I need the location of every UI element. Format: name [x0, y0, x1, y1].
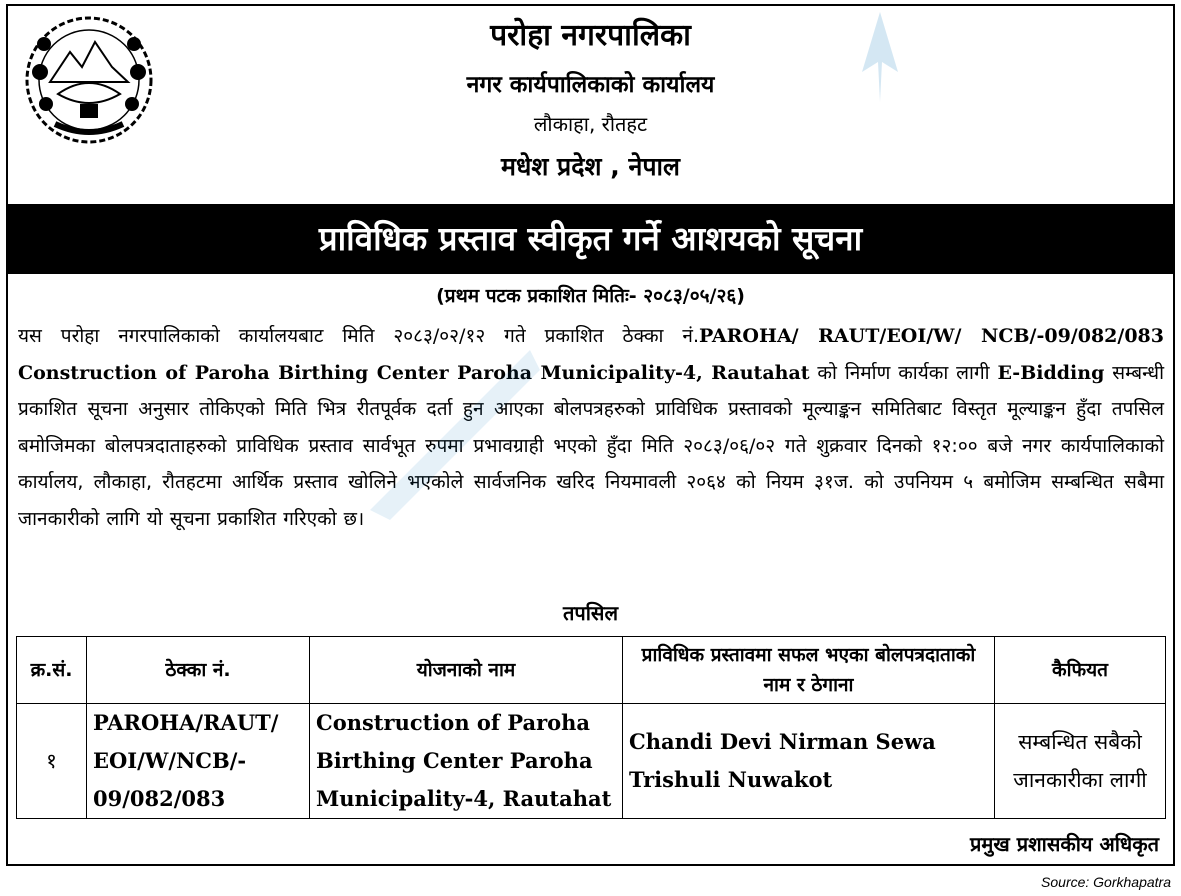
org-name: परोहा नगरपालिका [490, 18, 691, 53]
table-header-row [17, 637, 1166, 704]
body-text-part3: सम्बन्धी प्रकाशित सूचना अनुसार तोकिएको मिति भित्र रीतपूर्वक दर्ता हुन आएका बोलपत्रहरुको प्राविधिक प्रस्तावको मूल्याङ्कन समितिबाट विस्तृत मूल्याङ्कन हुँदा तपसिल बमोजिमका बोलपत्रदाताहरुको प्राविधिक प्रस्ताव सार्वभूत रुपमा प्रभावग्राही भएको हुँदा मिति २०८३/०६/०२ गते शुक्रवार दिनको १२:०० बजे नगर कार्यपालिकाको कार्यालय, लौकाहा, रौतहटमा आर्थिक प्रस्ताव खोलिने भएकोले सार्वजनिक खरिद नियमावली २०६४ को नियम ३१ज. को उपनियम ५ बमोजिम सम्बन्धित सबैमा जानकारीको लागि यो सूचना प्रकाशित गरिएको छ। [18, 361, 1164, 530]
table-title: तपसिल [562, 601, 619, 625]
source-credit: Source: Gorkhapatra [1041, 874, 1171, 890]
notice-title-banner: प्राविधिक प्रस्ताव स्वीकृत गर्ने आशयको सूचना [6, 204, 1175, 274]
watermark-arrow-icon [860, 12, 900, 102]
first-published-date: (प्रथम पटक प्रकाशित मितिः- २०८३/०५/२६) [436, 285, 745, 307]
org-province: मधेश प्रदेश , नेपाल [501, 152, 680, 181]
cell-contract-no: PAROHA/RAUT/ EOI/W/NCB/- 09/082/083 [87, 704, 310, 819]
cell-remarks: सम्बन्धित सबैको जानकारीका लागी [995, 704, 1166, 819]
e-bidding-term: E-Bidding [997, 361, 1105, 384]
watermark-logo-icon [330, 330, 610, 530]
header-remarks: कैफियत [995, 637, 1166, 704]
header-serial: क्र.सं. [17, 637, 87, 704]
cell-serial: १ [17, 704, 87, 819]
header-project-name: योजनाको नाम [310, 637, 623, 704]
table-row [17, 704, 1166, 819]
body-text-part2: को निर्माण कार्यका लागी [809, 361, 998, 384]
contract-reference: PAROHA/ RAUT/EOI/W/ NCB/-09/082/083 Construction of Paroha Birthing Center Paroha Municipality-4, Rautahat [18, 325, 1164, 384]
org-office: नगर कार्यपालिकाको कार्यालय [466, 72, 715, 98]
org-address: लौकाहा, रौतहट [533, 112, 648, 136]
cell-bidder: Chandi Devi Nirman Sewa Trishuli Nuwakot [623, 704, 995, 819]
header-contract-no: ठेक्का नं. [87, 637, 310, 704]
bidders-table [16, 636, 1166, 819]
body-text-part1: यस परोहा नगरपालिकाको कार्यालयबाट मिति २०८३/०२/१२ गते प्रकाशित ठेक्का नं. [18, 325, 699, 347]
cell-project-name: Construction of Paroha Birthing Center Paroha Municipality-4, Rautahat [310, 704, 623, 819]
header-successful-bidder: प्राविधिक प्रस्तावमा सफल भएका बोलपत्रदाताको नाम र ठेगाना [623, 637, 995, 704]
signatory: प्रमुख प्रशासकीय अधिकृत [970, 832, 1159, 856]
